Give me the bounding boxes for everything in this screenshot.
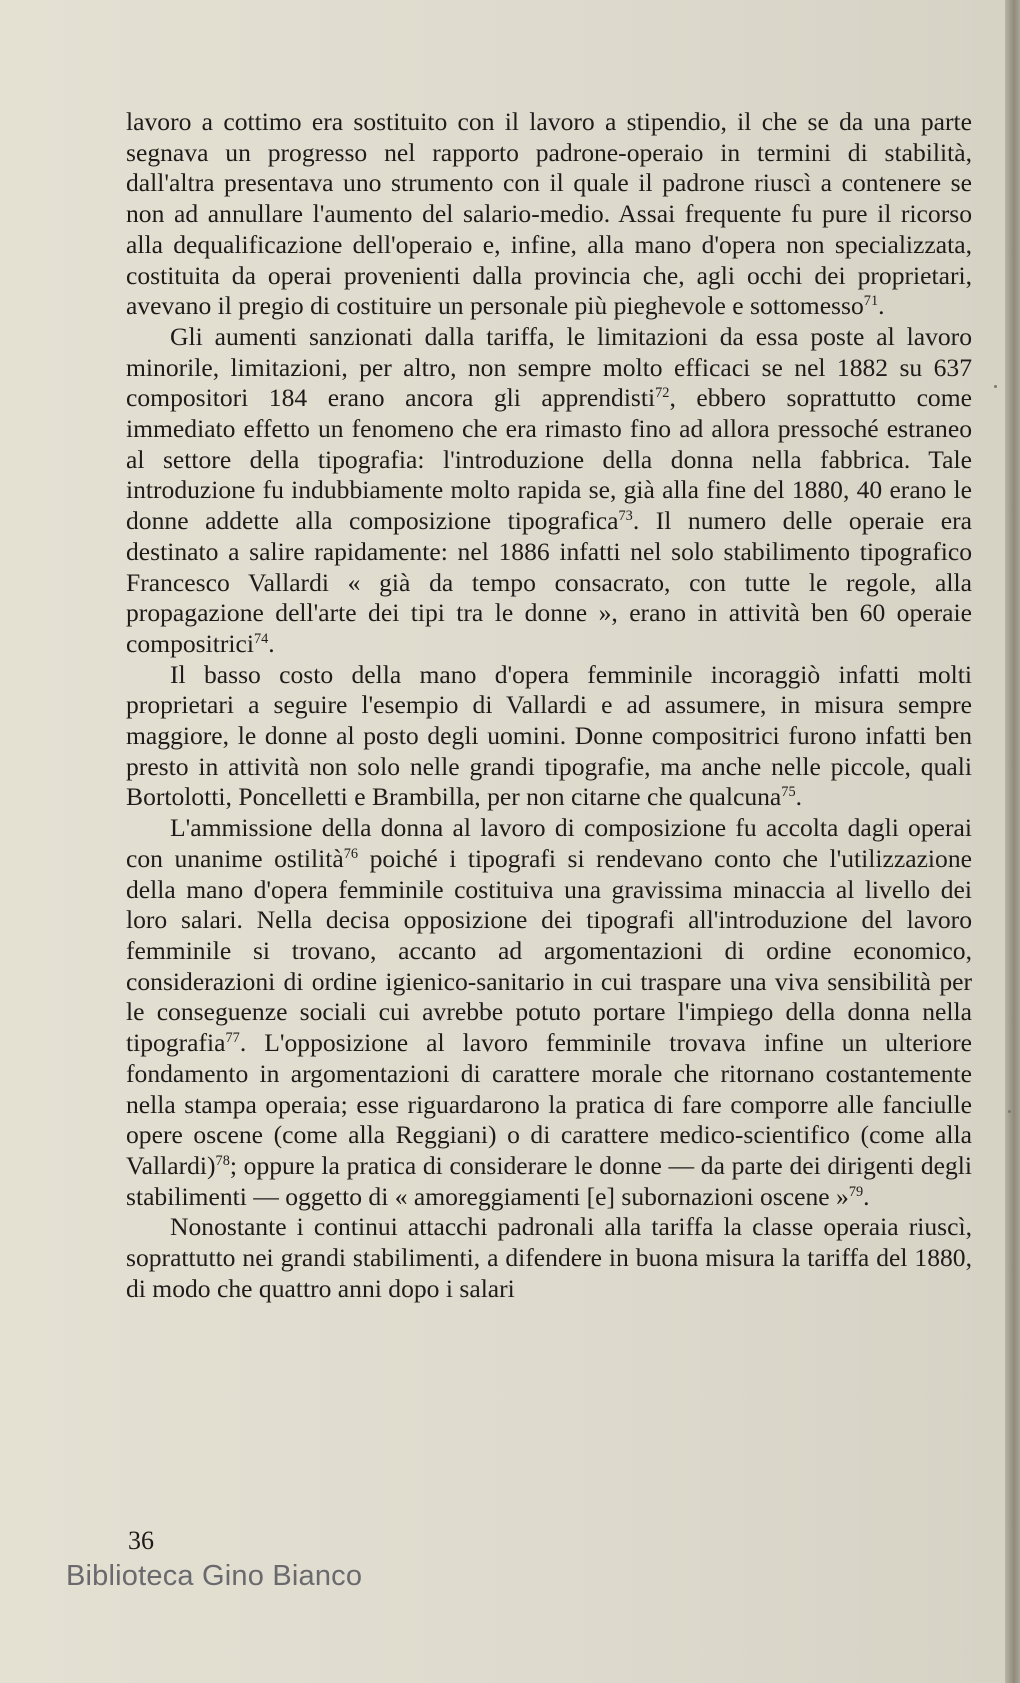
- footnote-marker: 73: [618, 508, 633, 525]
- paragraph: [126, 813, 972, 1212]
- body-text: [126, 107, 972, 1304]
- text-run: .: [268, 628, 275, 658]
- library-watermark: Biblioteca Gino Bianco: [66, 1560, 363, 1592]
- text-run: Gli aumenti sanzionati dalla tariffa, le limitazioni da essa poste al lavoro minorile, limitazioni, per altro, non sempre molto efficaci se nel 1882 su 637 compositori 184 erano ancora gli apprendisti: [126, 321, 972, 413]
- footnote-marker: 79: [848, 1183, 864, 1200]
- page-number: 36: [128, 1526, 154, 1555]
- footnote-marker: 74: [253, 631, 269, 648]
- paper-speck: [994, 385, 997, 388]
- footnote-marker: 72: [655, 385, 670, 402]
- text-run: Nonostante i continui attacchi padronali alla tariffa la classe operaia riuscì, soprattutto nei grandi stabilimenti, a difendere in buona misura la tariffa del 1880, di modo che quattro anni dopo i salari: [126, 1212, 972, 1303]
- text-run: L'ammissione della donna al lavoro di composizione fu accolta dagli operai con unanime ostilità: [126, 813, 972, 873]
- text-run: Il basso costo della mano d'opera femminile incoraggiò infatti molti proprietari a seguire l'esempio di Vallardi e ad assumere, in misura sempre maggiore, le donne al posto degli uomini. Donne compositrici furono infatti ben presto in attività non solo nelle grandi tipografie, ma anche nelle piccole, quali Bortolotti, Poncelletti e Brambilla, per non citarne che qualcuna: [126, 659, 972, 812]
- paragraph: [126, 660, 972, 814]
- text-run: .: [878, 291, 885, 321]
- text-run: . L'opposizione al lavoro femminile trovava infine un ulteriore fondamento in argomentazioni di carattere morale che ritornano costantemente nella stampa operaia; esse riguardarono la pratica di fare comporre alle fanciulle opere oscene (come alla Reggiani) o di carattere medico-scientifico (come alla Vallardi): [126, 1028, 972, 1180]
- paragraph: [126, 107, 972, 322]
- text-run: .: [795, 782, 803, 812]
- footnote-marker: 76: [343, 846, 359, 862]
- footnote-marker: 71: [863, 293, 879, 310]
- paper-speck: [1008, 1110, 1011, 1113]
- footnote-marker: 77: [225, 1030, 240, 1047]
- paragraph: [126, 1212, 972, 1304]
- text-run: ; oppure la pratica di considerare le donne — da parte dei dirigenti degli stabilimenti — oggetto di « amoreggiamenti [e] subornazioni oscene »: [126, 1150, 972, 1211]
- text-run: .: [863, 1181, 870, 1211]
- footnote-marker: 78: [215, 1153, 230, 1170]
- text-run: lavoro a cottimo era sostituito con il lavoro a stipendio, il che se da una parte segnava un progresso nel rapporto padrone-operaio in termini di stabilità, dall'altra presentava uno strumento con il quale il padrone riuscì a contenere se non ad annullare l'aumento del salario-medio. Assai frequente fu pure il ricorso alla dequalificazione dell'operaio e, infine, alla mano d'opera non specializzata, costituita da operai provenienti dalla provincia che, agli occhi dei proprietari, avevano il pregio di costituire un personale più pieghevole e sottomesso: [126, 107, 972, 321]
- page-edge: [1005, 0, 1020, 1683]
- footnote-marker: 75: [781, 784, 796, 801]
- paragraph: [126, 322, 972, 660]
- text-run: . Il numero delle operaie era destinato a salire rapidamente: nel 1886 infatti nel solo stabilimento tipografico Francesco Vallardi « già da tempo consacrato, con tutte le regole, alla propagazione dell'arte dei tipi tra le donne », erano in attività ben 60 operaie compositrici: [126, 506, 972, 658]
- text-run: poiché i tipografi si rendevano conto che l'utilizzazione della mano d'opera femminile costituiva una gravissima minaccia al livello dei loro salari. Nella decisa opposizione dei tipografi all'introduzione del lavoro femminile si trovano, accanto ad argomentazioni di ordine economico, considerazioni di ordine igienico-sanitario in cui traspare una viva sensibilità per le conseguenze sociali cui avrebbe potuto portare l'impiego della donna nella tipografia: [126, 843, 972, 1058]
- text-run: , ebbero soprattutto come immediato effetto un fenomeno che era rimasto fino ad allora pressoché estraneo al settore della tipografia: l'introduzione della donna nella fabbrica. Tale introduzione fu indubbiamente molto rapida se, già alla fine del 1880, 40 erano le donne addette alla composizione tipografica: [126, 383, 972, 536]
